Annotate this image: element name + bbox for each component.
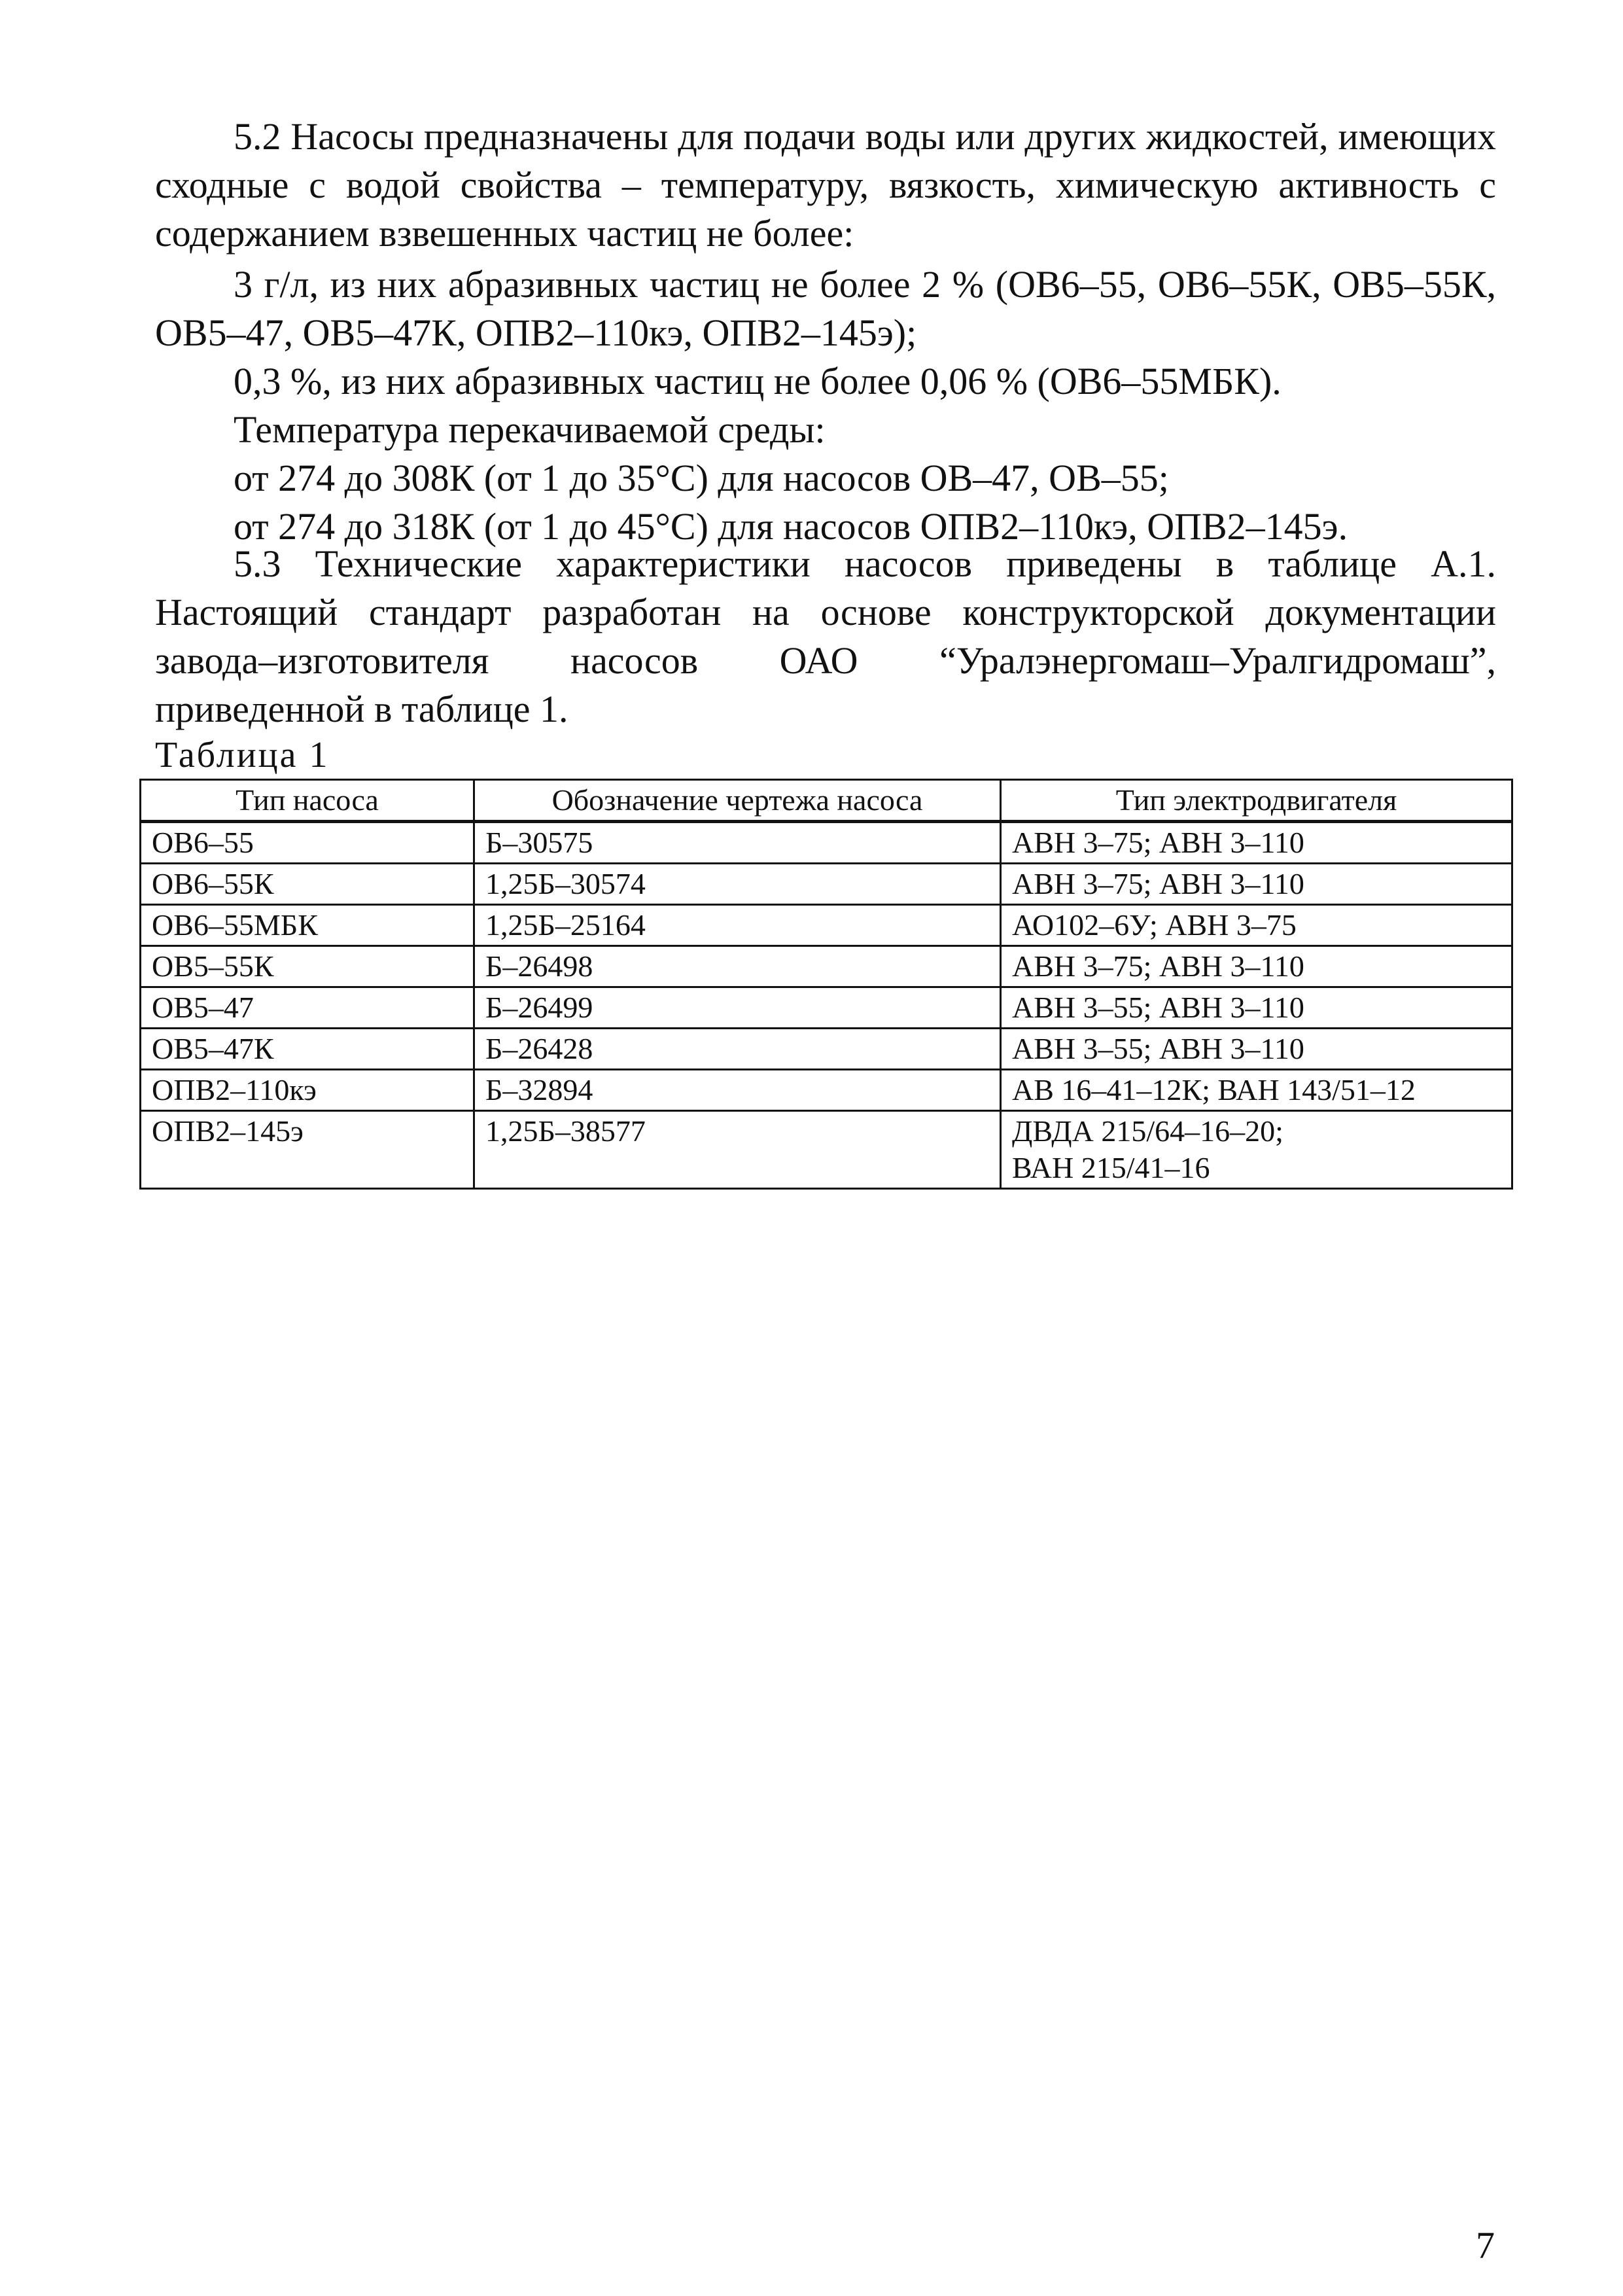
temperature-heading: Температура перекачиваемой среды: xyxy=(234,408,826,451)
table-row xyxy=(141,822,1512,864)
cell-drawing: Б–32894 xyxy=(474,1070,1001,1111)
cell-drawing: 1,25Б–38577 xyxy=(474,1111,1001,1189)
header-pump-type: Тип насоса xyxy=(141,780,474,822)
section-5-3 xyxy=(155,540,1496,733)
cell-drawing: 1,25Б–30574 xyxy=(474,864,1001,905)
table-row xyxy=(141,1070,1512,1111)
table-header-row xyxy=(141,780,1512,822)
table-row xyxy=(141,946,1512,987)
header-motor-type: Тип электродвигателя xyxy=(1001,780,1512,822)
cell-motor-type xyxy=(1001,822,1512,864)
motor-line: АВН 3–55; АВН 3–110 xyxy=(1012,991,1304,1024)
table-body xyxy=(141,822,1512,1189)
section-5-3-paragraph: 5.3 Технические характеристики насосов приведены в таблице А.1. Настоящий стандарт разработан на основе конструкторской документации завода–изготовителя насосов ОАО “Уралэнергомаш–Уралгидромаш”, приведенной в таблице 1. xyxy=(155,542,1496,730)
table-row xyxy=(141,1111,1512,1189)
motor-line: ДВДА 215/64–16–20; xyxy=(1012,1114,1283,1148)
cell-motor-type xyxy=(1001,864,1512,905)
concentration-limit-2: 0,3 %, из них абразивных частиц не более 0,06 % (ОВ6–55МБК). xyxy=(234,360,1282,402)
cell-drawing: Б–26498 xyxy=(474,946,1001,987)
cell-pump-type: ОВ5–47К xyxy=(141,1029,474,1070)
header-drawing: Обозначение чертежа насоса xyxy=(474,780,1001,822)
concentration-limit-1: 3 г/л, из них абразивных частиц не более 2 % (ОВ6–55, ОВ6–55К, ОВ5–55К, ОВ5–47, ОВ5–47К, ОПВ2–110кэ, ОПВ2–145э); xyxy=(155,263,1496,354)
motor-line: АВН 3–75; АВН 3–110 xyxy=(1012,826,1304,859)
table-row xyxy=(141,987,1512,1029)
table-caption: Таблица 1 xyxy=(155,735,330,775)
cell-pump-type: ОВ6–55МБК xyxy=(141,905,474,946)
cell-motor-type xyxy=(1001,987,1512,1029)
motor-line: АВН 3–75; АВН 3–110 xyxy=(1012,867,1304,900)
motor-line: АО102–6У; АВН 3–75 xyxy=(1012,908,1297,942)
section-5-2-paragraph: 5.2 Насосы предназначены для подачи воды или других жидкостей, имеющих сходные с водой свойства – температуру, вязкость, химическую активность с содержанием взвешенных частиц не более: xyxy=(155,115,1496,255)
cell-motor-type xyxy=(1001,1070,1512,1111)
motor-line: ВАН 215/41–16 xyxy=(1012,1151,1210,1184)
motor-line: АВН 3–75; АВН 3–110 xyxy=(1012,949,1304,983)
cell-pump-type: ОВ5–47 xyxy=(141,987,474,1029)
cell-pump-type: ОПВ2–145э xyxy=(141,1111,474,1189)
cell-drawing: Б–30575 xyxy=(474,822,1001,864)
section-5-2 xyxy=(155,113,1496,258)
cell-drawing: Б–26499 xyxy=(474,987,1001,1029)
pump-table xyxy=(139,779,1513,1190)
cell-motor-type xyxy=(1001,1111,1512,1189)
cell-pump-type: ОПВ2–110кэ xyxy=(141,1070,474,1111)
cell-drawing: 1,25Б–25164 xyxy=(474,905,1001,946)
temperature-line-1: от 274 до 308К (от 1 до 35°С) для насосов ОВ–47, ОВ–55; xyxy=(234,457,1169,499)
motor-line: АВН 3–55; АВН 3–110 xyxy=(1012,1032,1304,1065)
cell-motor-type xyxy=(1001,946,1512,987)
motor-line: АВ 16–41–12К; ВАН 143/51–12 xyxy=(1012,1073,1416,1106)
concentration-and-temperature-block xyxy=(155,260,1496,551)
page-number: 7 xyxy=(1476,2224,1495,2267)
table-row xyxy=(141,864,1512,905)
cell-motor-type xyxy=(1001,1029,1512,1070)
cell-drawing: Б–26428 xyxy=(474,1029,1001,1070)
cell-pump-type: ОВ6–55К xyxy=(141,864,474,905)
temperature-line-2: от 274 до 318К (от 1 до 45°С) для насосов ОПВ2–110кэ, ОПВ2–145э. xyxy=(234,505,1348,548)
cell-pump-type: ОВ6–55 xyxy=(141,822,474,864)
table-row xyxy=(141,905,1512,946)
table-row xyxy=(141,1029,1512,1070)
cell-motor-type xyxy=(1001,905,1512,946)
cell-pump-type: ОВ5–55К xyxy=(141,946,474,987)
